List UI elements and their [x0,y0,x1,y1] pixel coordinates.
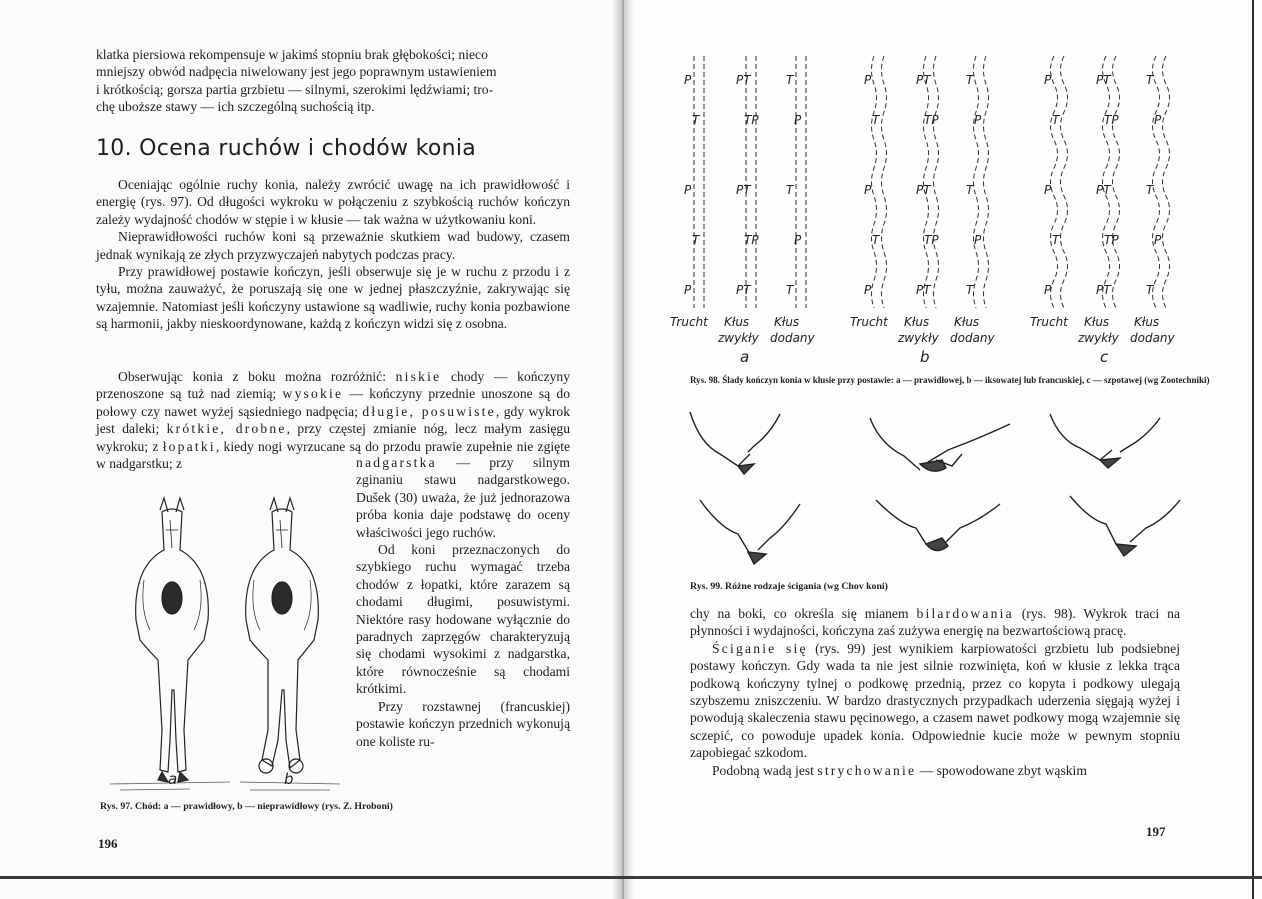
track-mark: TP [1104,233,1119,247]
track-mark: P [1154,113,1162,127]
track-mark: P [864,183,872,197]
body-upper [96,176,570,333]
track-mark: TP [924,113,939,127]
track-panel-a [670,56,816,364]
track-mark: T [786,183,794,197]
text-run: Obserwując konia z boku można rozróżnić: [118,369,396,384]
track-mark: P [1044,283,1052,297]
track-line [1103,56,1110,308]
figure-97-label-a: a [168,770,178,788]
paragraph-4-continued [356,454,570,750]
track-caption-dodany: dodany [950,331,995,345]
track-mark: PT [736,283,751,297]
spaced-term: niskie [395,369,442,384]
ground-strokes [110,782,340,790]
caption-text: Różne rodzaje ścigania (wg Chov koni) [725,581,888,592]
page-number-right: 197 [1146,824,1166,839]
paragraph-5: Od koni przeznaczonych do szybkiego ruchu wymagać trzeba chodów z łopatki, które zarazem są chodami długimi, posuwistymi. Niektóre rasy hodowane wyłącznie do paradnych zaprzęgów charakteryzują się chodami wysokimi z nadgarstka, które równocześnie są chodami krótkimi. [356,542,570,697]
spaced-term: wysokie [282,386,344,402]
paragraph-2: Nieprawidłowości ruchów koni są przeważnie skutkiem wad budowy, czasem jednak wynikają ze złych przyzwyczajeń nabytych podczas pracy. [96,229,570,262]
track-caption-zwykly: zwykły [1078,331,1119,345]
figure-97-label-b: b [284,770,294,788]
text-run: — kończyny przednie unoszone są do połowy czy nawet wyżej sąsiedniego nadpęcia; [96,386,571,419]
track-mark: P [974,113,982,127]
spaced-term: strychowanie [817,762,917,778]
track-mark: P [974,233,982,247]
right-page [620,0,1262,899]
track-mark: T [1146,283,1154,297]
spaced-term: krótkie, drobne [166,421,287,437]
forging-pair-3 [1050,414,1160,468]
track-mark: PT [736,183,751,197]
figure-99-forging [680,404,1220,574]
paragraph-1: Oceniając ogólnie ruchy konia, należy zwrócić uwagę na ich prawidłowość i energię (rys. 97). Od długości wykroku w połączeniu z szybkością ruchów kończyn zależy wydajność chodów w stępie i w kłusie — tak ważna w użytkowaniu koni. [96,177,570,227]
track-mark: PT [916,283,931,297]
track-caption-klus: Kłus [904,315,930,329]
track-mark: T [1052,233,1060,247]
track-mark: TP [744,233,759,247]
forging-pair-4 [700,500,800,564]
track-caption-dodany: dodany [1130,331,1175,345]
figure-99-caption [690,581,888,593]
caption-prefix: Rys. 99. [690,581,723,592]
text-run: — przy silnym zginaniu stawu nadgarstkowego. Dušek (30) uważa, że już jednorazowa próba konia daje podstawę do oceny właściwości jego ruchów. [356,455,570,540]
track-mark: T [966,73,974,87]
track-mark: P [1044,183,1052,197]
section-heading: 10. Ocena ruchów i chodów konia [96,136,477,161]
track-panel-c [1030,56,1176,364]
track-caption-zwykly: zwykły [898,331,939,345]
book-gutter [612,0,634,899]
intro-paragraph [96,46,570,116]
panel-label-a: a [740,348,750,364]
track-mark: PT [736,73,751,87]
text-run: — spowodowane zbyt wąskim [916,762,1087,778]
track-line [924,56,929,308]
intro-line: mniejszy obwód nadpęcia niwelowany jest jego poprawnym ustawieniem [96,64,497,80]
text-run: chody — kończyny przenoszone są tuż nad ziemią; [96,369,570,402]
spaced-term: długie, posuwiste [362,403,496,419]
panel-label-c: c [1100,348,1109,364]
text-run: , kiedy nogi wyrzucane są do przodu prawie zupełnie nie zgięte w nadgarstku; z [96,438,571,472]
track-mark: PT [1096,73,1111,87]
track-line [1051,56,1058,308]
forging-pair-2 [870,418,1010,471]
text-run: chy na boki, co określa się mianem [690,606,917,621]
track-mark: PT [1096,183,1111,197]
track-caption-klus: Kłus [774,315,800,329]
track-mark: P [864,73,872,87]
horse-a-illustration [136,498,209,782]
track-mark: P [684,183,692,197]
track-line [1061,56,1068,308]
track-mark: P [794,233,802,247]
caption-text: Ślady kończyn konia w kłusie przy postawie: a — prawidłowej, b — iksowatej lub francuskiej, c — szpotawej (wg Zootechniki) [722,375,1210,385]
forging-pair-6 [1070,496,1180,556]
figure-98-tracks [660,44,1200,364]
track-mark: PT [916,183,931,197]
text-run: Podobną wadą jest [712,762,818,778]
track-panel-b [850,56,996,364]
track-caption-klus: Kłus [1134,315,1160,329]
track-caption-trucht: Trucht [850,315,888,329]
track-mark: T [692,233,700,247]
track-mark: T [1146,183,1154,197]
track-mark: T [786,283,794,297]
track-line [1153,56,1160,308]
track-caption-trucht: Trucht [1030,315,1068,329]
track-mark: P [684,73,692,87]
track-mark: TP [1104,113,1119,127]
caption-prefix: Rys. 97. [100,801,133,812]
track-caption-klus: Kłus [724,315,750,329]
track-caption-zwykly: zwykły [718,331,759,345]
body-right [690,605,1180,779]
track-line [984,56,989,308]
track-caption-klus: Kłus [954,315,980,329]
track-mark: TP [924,233,939,247]
track-line [872,56,877,308]
track-caption-trucht: Trucht [670,315,708,329]
track-mark: T [966,183,974,197]
track-mark: PT [1096,283,1111,297]
text-run: , przy częstej zmianie nóg, lecz małym zasięgu wykroku; z [96,421,570,454]
track-mark: P [864,283,872,297]
page-number-left: 196 [98,836,118,851]
horse-b-illustration [246,498,319,773]
track-mark: T [786,73,794,87]
forging-pair-5 [876,500,1000,551]
figure-98-caption [690,374,1230,386]
track-mark: T [872,233,880,247]
track-mark: T [872,113,880,127]
figure-97-caption [100,801,393,813]
text-run: (rys. 98). Wykrok traci na płynności i wydajności, kończyna zaś zużywa energię na bezwartościową pracę. [690,606,1180,639]
track-caption-dodany: dodany [770,331,815,345]
track-line [934,56,939,308]
track-mark: P [1154,233,1162,247]
track-mark: TP [744,113,759,127]
left-page [0,0,620,899]
track-caption-klus: Kłus [1084,315,1110,329]
spaced-term: nadgarstka [356,455,437,470]
scan-bottom-edge [0,876,1262,879]
track-line [882,56,887,308]
intro-line: chę uboższe stawy — ich szczególną suchością itp. [96,99,375,115]
track-line [1163,56,1170,308]
caption-prefix: Rys. 98. [690,375,720,385]
spaced-term: Ściganie się [712,640,808,656]
track-mark: P [1044,73,1052,87]
text-run: , gdy wykrok jest daleki; [96,403,570,437]
page-edge [1252,0,1254,899]
caption-source: (rys. Z. Hroboni) [321,801,393,812]
paragraph-6: Przy rozstawnej (francuskiej) postawie kończyn przednich wykonują one koliste ru- [356,698,570,749]
track-mark: T [1146,73,1154,87]
track-mark: T [1052,113,1060,127]
spaced-term: łopatki [162,438,216,454]
caption-text: Chód: a — prawidłowy, b — nieprawidłowy [135,801,320,812]
track-mark: T [692,113,700,127]
intro-line: klatka piersiowa rekompensuje w jakimś stopniu brak głębokości; nieco [96,47,488,62]
spaced-term: bilardowania [916,606,1014,621]
paragraph-3: Przy prawidłowej postawie kończyn, jeśli obserwuje się je w ruchu z przodu i z tyłu, można zauważyć, że poruszają się one w jednej płaszczyźnie, zakrywając się wzajemnie. Natomiast jeśli kończyny ustawione są wadliwie, ruchy konia pozbawione są harmonii, jakby nieskoordynowane, każdą z kończyn widzi się z osobna. [96,264,570,332]
track-line [1113,56,1120,308]
figure-97-horses [100,490,350,800]
intro-line: i krótkością; gorsza partia grzbietu — silnymi, szerokimi lędźwiami; tro- [96,81,494,97]
track-mark: P [684,283,692,297]
track-mark: P [794,113,802,127]
panel-label-b: b [920,348,930,364]
forging-pair-1 [690,412,780,474]
track-mark: T [966,283,974,297]
track-mark: PT [916,73,931,87]
track-line [974,56,979,308]
text-run: (rys. 99) jest wynikiem karpiowatości grzbietu lub podsiebnej postawy kończyn. Gdy wada ta nie jest silnie rozwinięta, koń w kłusie z lekka trąca podkową kończyny tylnej o podkowę przednią, przez co kopyta i podkowy ulegają szybszemu zniszczeniu. W bardzo drastycznych przypadkach uderzenia sięgają wyżej i powodują skaleczenia stawu pęcinowego, a czasem nawet podkowy mogą wzajemnie się sczepić, co powoduje upadek konia. Odpowiednie kucie może w pewnym stopniu zapobiegać szkodom. [690,640,1180,761]
